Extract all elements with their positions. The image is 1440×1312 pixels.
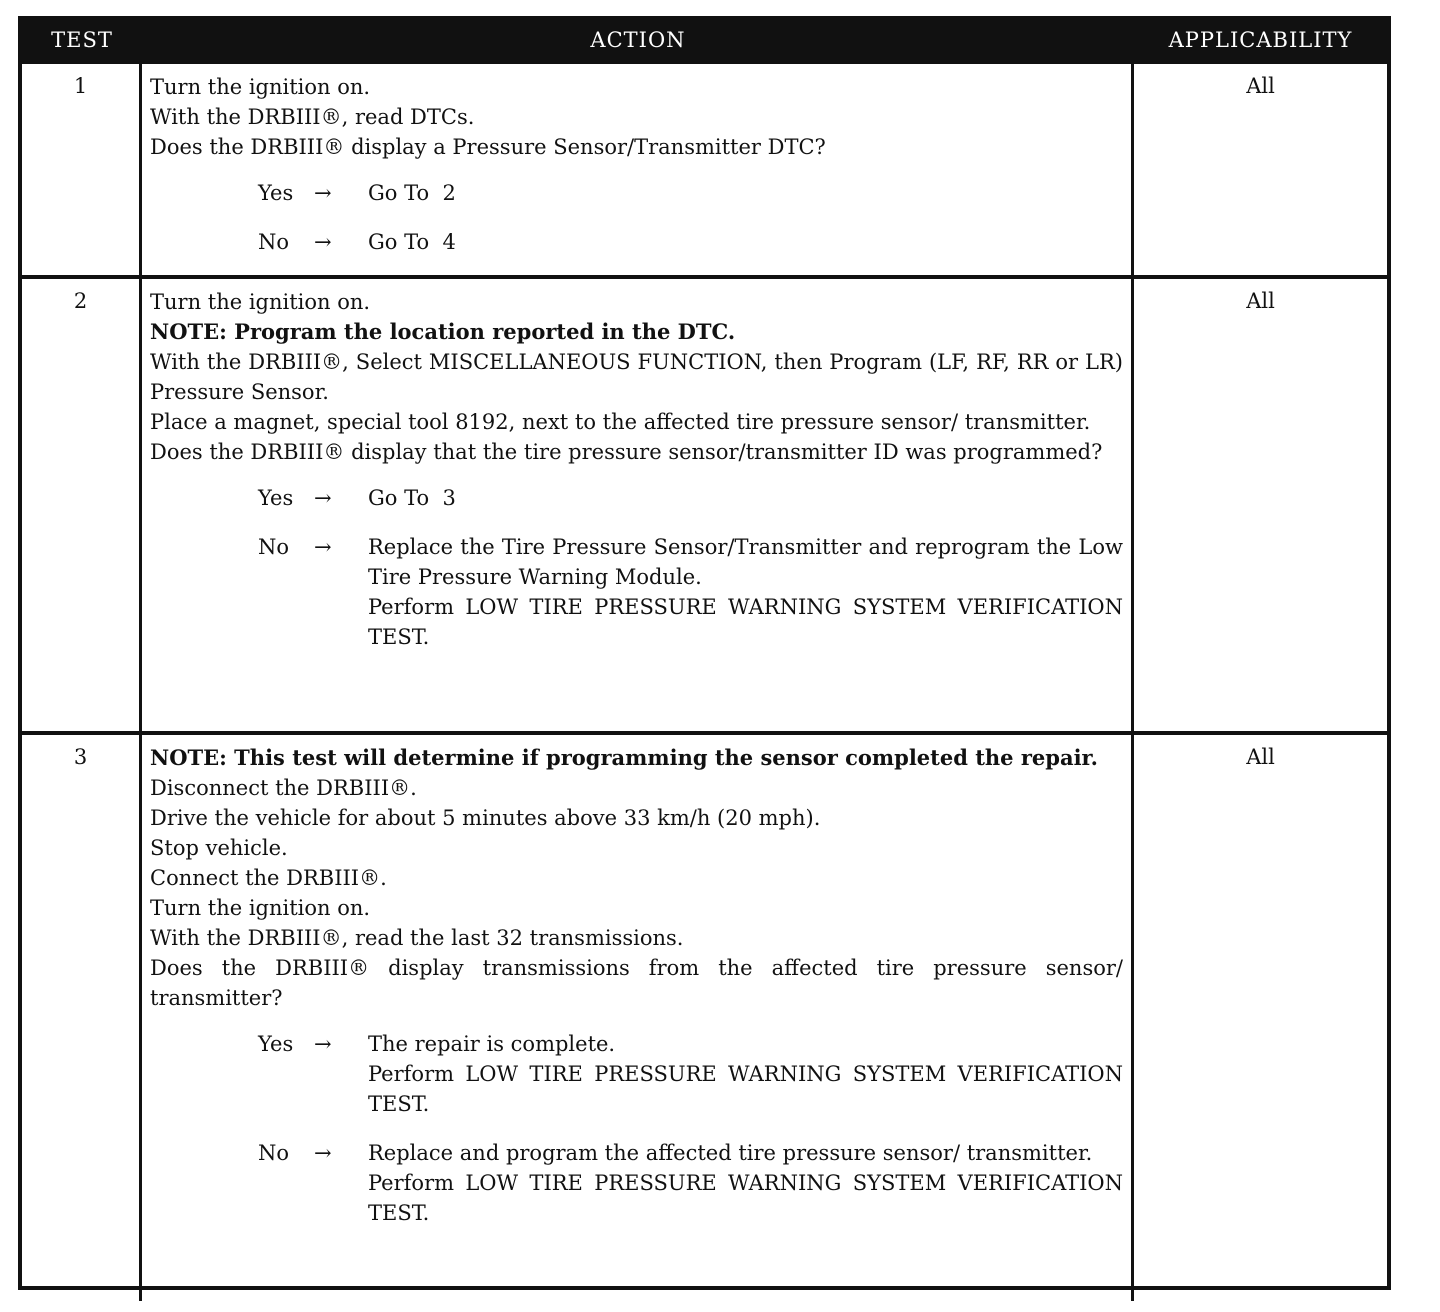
header-test: TEST <box>51 28 113 52</box>
table-row <box>22 60 1387 275</box>
branch-yes <box>150 483 1123 513</box>
header-applicability: APPLICABILITY <box>1168 28 1353 52</box>
action-step: With the DRBIII®, read the last 32 transmissions. <box>150 926 684 950</box>
action-step: Does the DRBIII® display transmissions from the affected tire pressure sensor/ transmitter? <box>150 956 1123 1010</box>
action-step: Turn the ignition on. <box>150 896 371 920</box>
action-step: Place a magnet, special tool 8192, next to the affected tire pressure sensor/ transmitter. <box>150 410 1091 434</box>
branch-list <box>150 1029 1123 1228</box>
table-header <box>22 20 1387 60</box>
result-line: Perform LOW TIRE PRESSURE WARNING SYSTEM VERIFICATION TEST. <box>368 1062 1123 1116</box>
applicability-value: All <box>1246 289 1275 313</box>
action-step: With the DRBIII®, Select MISCELLANEOUS FUNCTION, then Program (LF, RF, RR or LR) Pressure Sensor. <box>150 350 1123 404</box>
branch-answer: No <box>258 535 290 559</box>
result-line: Perform LOW TIRE PRESSURE WARNING SYSTEM VERIFICATION TEST. <box>368 595 1123 649</box>
result-line: Perform LOW TIRE PRESSURE WARNING SYSTEM VERIFICATION TEST. <box>368 1171 1123 1225</box>
branch-no <box>150 1138 1123 1228</box>
branch-result <box>368 532 1123 652</box>
branch-result <box>368 483 1123 513</box>
arrow-icon: → <box>314 1032 332 1056</box>
branch-answer: Yes <box>258 1032 294 1056</box>
action-step: Connect the DRBIII®. <box>150 866 387 890</box>
branch-yes <box>150 1029 1123 1119</box>
note-text: NOTE: Program the location reported in the DTC. <box>150 319 736 344</box>
arrow-icon: → <box>314 230 332 254</box>
result-line: Replace the Tire Pressure Sensor/Transmitter and reprogram the Low Tire Pressure Warning Module. <box>368 535 1123 589</box>
branch-no <box>150 532 1123 652</box>
note-text: NOTE: This test will determine if programming the sensor completed the repair. <box>150 745 1098 770</box>
branch-answer: Yes <box>258 486 294 510</box>
arrow-icon: → <box>314 1141 332 1165</box>
action-step: Stop vehicle. <box>150 836 288 860</box>
action-step: With the DRBIII®, read DTCs. <box>150 105 475 129</box>
result-line: Replace and program the affected tire pressure sensor/ transmitter. <box>368 1141 1093 1165</box>
branch-answer: Yes <box>258 181 294 205</box>
result-line: Go To 4 <box>368 230 456 254</box>
action-cell <box>142 64 1134 275</box>
diagnostic-table <box>18 16 1391 1290</box>
action-step: Does the DRBIII® display a Pressure Sensor/Transmitter DTC? <box>150 135 826 159</box>
action-step: Does the DRBIII® display that the tire pressure sensor/transmitter ID was programmed? <box>150 440 1103 464</box>
result-line: The repair is complete. <box>368 1032 616 1056</box>
applicability-value: All <box>1246 745 1275 769</box>
result-line: Go To 3 <box>368 486 456 510</box>
action-step: Turn the ignition on. <box>150 75 371 99</box>
branch-list <box>150 483 1123 652</box>
branch-yes <box>150 178 1123 208</box>
arrow-icon: → <box>314 486 332 510</box>
test-number: 2 <box>22 279 142 731</box>
applicability-value: All <box>1246 74 1275 98</box>
table-row <box>22 731 1387 1301</box>
branch-answer: No <box>258 1141 290 1165</box>
table-row <box>22 275 1387 731</box>
arrow-icon: → <box>314 535 332 559</box>
action-step: Turn the ignition on. <box>150 290 371 314</box>
branch-no <box>150 227 1123 257</box>
branch-answer: No <box>258 230 290 254</box>
header-action: ACTION <box>590 28 686 52</box>
branch-result <box>368 178 1123 208</box>
test-number: 1 <box>22 64 142 275</box>
action-cell <box>142 279 1134 731</box>
branch-list <box>150 178 1123 257</box>
result-line: Go To 2 <box>368 181 456 205</box>
branch-result <box>368 1138 1123 1228</box>
branch-result <box>368 227 1123 257</box>
arrow-icon: → <box>314 181 332 205</box>
test-number: 3 <box>22 735 142 1301</box>
branch-result <box>368 1029 1123 1119</box>
action-step: Drive the vehicle for about 5 minutes above 33 km/h (20 mph). <box>150 806 821 830</box>
action-step: Disconnect the DRBIII®. <box>150 776 417 800</box>
action-cell <box>142 735 1134 1301</box>
